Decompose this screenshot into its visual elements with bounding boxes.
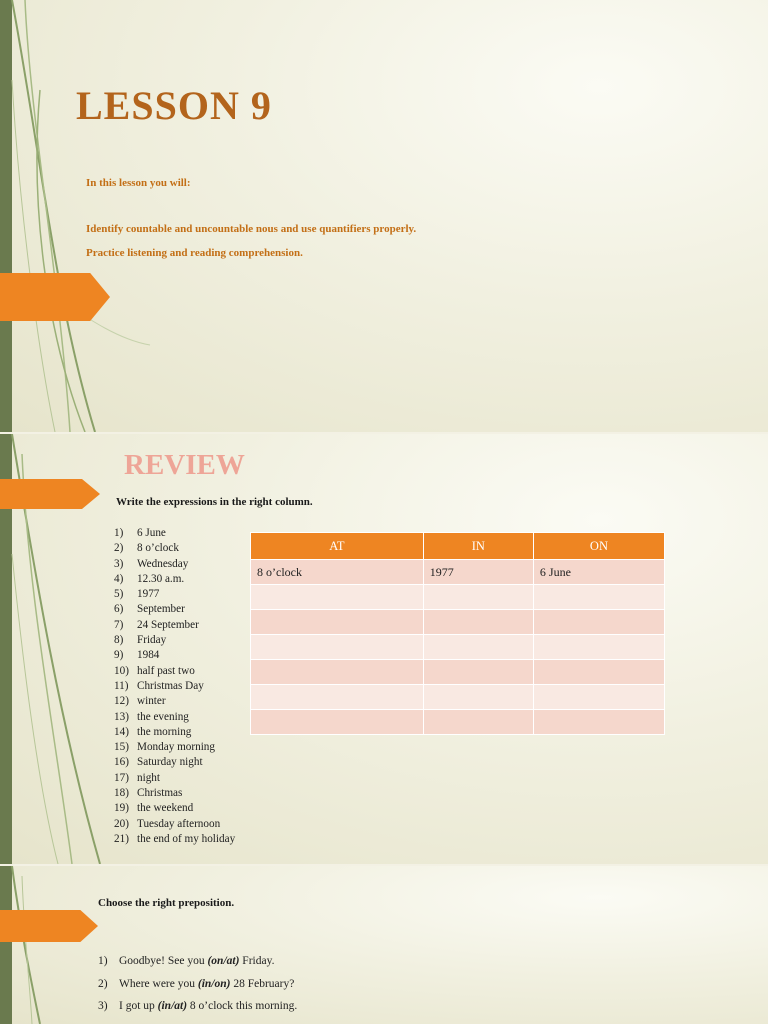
- table-cell: 8 o’clock: [251, 560, 424, 585]
- slide-lesson-title: [0, 0, 768, 432]
- orange-tab: [0, 910, 98, 942]
- question-choice: (on/at): [207, 955, 240, 967]
- table-row: [251, 710, 665, 735]
- list-item-number: 1): [114, 527, 124, 539]
- leaf-decoration: [0, 866, 100, 1024]
- side-bar: [0, 866, 12, 1024]
- list-item-text: the morning: [137, 725, 192, 738]
- table-row: [251, 585, 665, 610]
- table-cell: [251, 685, 424, 710]
- objective-2: Practice listening and reading comprehension.: [86, 247, 303, 259]
- column-header-on: ON: [533, 533, 664, 560]
- table-row: [251, 635, 665, 660]
- list-item-number: 3): [114, 557, 124, 570]
- list-item-text: Friday: [137, 634, 167, 647]
- table-cell: [533, 585, 664, 610]
- objective-1: Identify countable and uncountable nous and use quantifiers properly.: [86, 223, 417, 235]
- question-item: [98, 973, 297, 996]
- list-item: [114, 618, 235, 633]
- list-item-text: winter: [137, 695, 166, 708]
- expression-list: [114, 526, 235, 847]
- question-text: Where were you: [119, 977, 198, 990]
- question-choice: (in/at): [157, 1000, 188, 1013]
- table-cell: [423, 685, 533, 710]
- list-item-text: the end of my holiday: [137, 832, 236, 845]
- list-item-number: 5): [114, 588, 124, 601]
- list-item-text: 1984: [137, 649, 160, 662]
- list-item-number: 20): [114, 817, 129, 830]
- list-item-text: Monday morning: [137, 741, 215, 754]
- side-bar: [0, 0, 12, 432]
- list-item-text: 12.30 a.m.: [137, 572, 185, 585]
- list-item: [114, 786, 235, 801]
- list-item: [114, 664, 235, 679]
- table-row: [251, 685, 665, 710]
- list-item: [114, 725, 235, 740]
- list-item-number: 2): [114, 542, 124, 555]
- list-item-number: 10): [114, 664, 129, 677]
- table-cell: [533, 660, 664, 685]
- preposition-table: [250, 532, 665, 735]
- list-item-number: 18): [114, 787, 129, 800]
- table-row: [251, 560, 665, 585]
- table-cell: [533, 685, 664, 710]
- question-text-end: Friday.: [239, 955, 275, 967]
- table-cell: [251, 585, 424, 610]
- question-text-end: 8 o’clock this morning.: [187, 1000, 298, 1013]
- question-number: 2): [98, 977, 108, 990]
- review-instruction: Write the expressions in the right column.: [116, 496, 313, 508]
- column-header-in: IN: [423, 533, 533, 560]
- list-item-number: 9): [114, 649, 124, 662]
- list-item-number: 19): [114, 802, 129, 815]
- table-row: [251, 660, 665, 685]
- list-item-text: 8 o’clock: [137, 542, 179, 555]
- list-item: [114, 633, 235, 648]
- list-item-number: 14): [114, 725, 129, 738]
- list-item: [114, 771, 235, 786]
- list-item-text: night: [137, 771, 160, 784]
- table-cell: [533, 635, 664, 660]
- table-cell: [251, 635, 424, 660]
- list-item-number: 4): [114, 572, 124, 585]
- list-item: [114, 710, 235, 725]
- list-item-number: 12): [114, 695, 129, 708]
- question-text-end: 28 February?: [230, 977, 295, 990]
- table-cell: [251, 710, 424, 735]
- question-item: [98, 995, 297, 1018]
- list-item: [114, 648, 235, 663]
- table-cell: 6 June: [533, 560, 664, 585]
- list-item: [114, 817, 235, 832]
- list-item-number: 15): [114, 741, 129, 754]
- table-cell: [423, 660, 533, 685]
- list-item-text: the weekend: [137, 802, 194, 815]
- list-item: [114, 572, 235, 587]
- table-cell: [251, 660, 424, 685]
- table-cell: [251, 610, 424, 635]
- table-cell: [533, 610, 664, 635]
- question-text: Goodbye! See you: [119, 955, 208, 967]
- review-title: REVIEW: [124, 449, 245, 481]
- question-text: I got up: [119, 1000, 158, 1013]
- list-item-number: 17): [114, 771, 129, 784]
- table-cell: [423, 635, 533, 660]
- question-number: 3): [98, 1000, 108, 1013]
- list-item-number: 8): [114, 634, 124, 647]
- list-item-text: Christmas Day: [137, 679, 204, 692]
- list-item: [114, 541, 235, 556]
- list-item-text: September: [137, 603, 185, 616]
- list-item: [114, 526, 235, 541]
- list-item: [114, 679, 235, 694]
- table-header-row: [251, 533, 665, 560]
- question-list: [98, 950, 297, 1018]
- orange-tab: [0, 479, 100, 509]
- list-item-text: 1977: [137, 588, 160, 601]
- table-cell: [423, 610, 533, 635]
- table-cell: [533, 710, 664, 735]
- list-item: [114, 602, 235, 617]
- list-item: [114, 740, 235, 755]
- table-cell: [423, 585, 533, 610]
- leaf-decoration: [0, 0, 160, 432]
- list-item: [114, 755, 235, 770]
- list-item-text: Saturday night: [137, 756, 203, 769]
- list-item: [114, 557, 235, 572]
- list-item-text: Christmas: [137, 787, 183, 800]
- orange-tab: [0, 273, 110, 321]
- list-item-text: Tuesday afternoon: [137, 817, 221, 830]
- list-item: [114, 587, 235, 602]
- choose-instruction: Choose the right preposition.: [98, 897, 235, 909]
- question-choice: (in/on): [197, 977, 231, 990]
- list-item-number: 11): [114, 679, 129, 692]
- list-item: [114, 832, 235, 847]
- lesson-intro: In this lesson you will:: [86, 177, 191, 189]
- list-item: [114, 694, 235, 709]
- list-item-number: 16): [114, 756, 129, 769]
- list-item-number: 13): [114, 710, 129, 723]
- list-item-number: 6): [114, 603, 124, 616]
- list-item-number: 7): [114, 618, 124, 631]
- table-row: [251, 610, 665, 635]
- column-header-at: AT: [251, 533, 424, 560]
- list-item-text: 6 June: [137, 527, 166, 539]
- list-item-number: 21): [114, 832, 129, 845]
- list-item-text: Wednesday: [137, 557, 189, 570]
- list-item: [114, 801, 235, 816]
- list-item-text: half past two: [137, 664, 195, 677]
- table-cell: [423, 710, 533, 735]
- table-cell: 1977: [423, 560, 533, 585]
- list-item-text: 24 September: [137, 618, 199, 631]
- lesson-title: LESSON 9: [76, 83, 272, 128]
- question-item: [98, 950, 297, 973]
- list-item-text: the evening: [137, 710, 189, 723]
- question-number: 1): [98, 955, 108, 967]
